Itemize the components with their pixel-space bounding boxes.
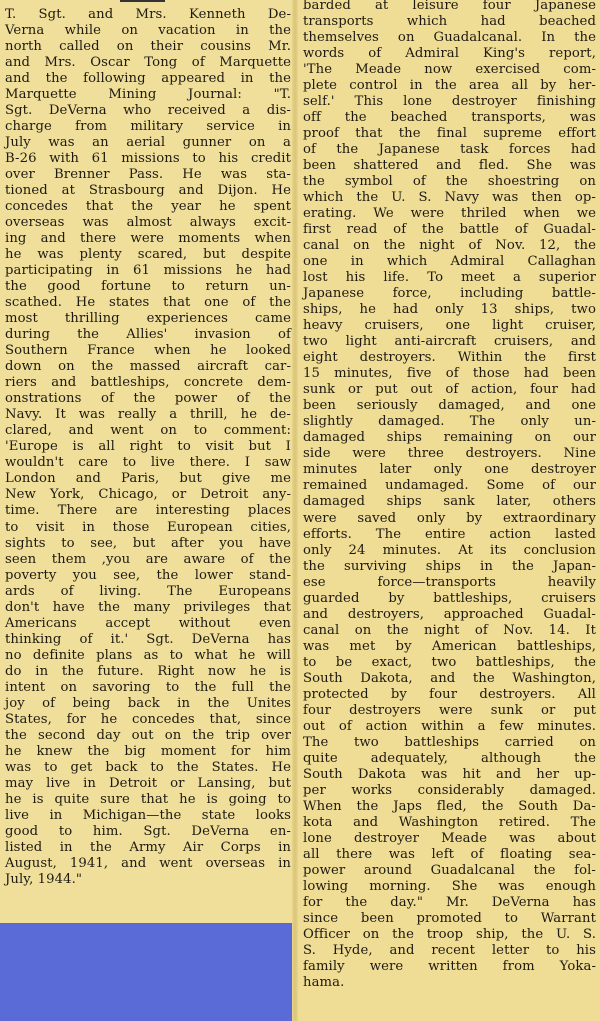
article-line: minutes later only one destroyer xyxy=(303,462,596,478)
article-line: riers and battleships, concrete dem- xyxy=(5,375,291,391)
article-line: self.' This lone destroyer finishing xyxy=(303,94,596,110)
article-line: damaged ships sank later, others xyxy=(303,494,596,510)
article-line: poverty you see, the lower stand- xyxy=(5,567,291,583)
article-line: participating in 61 missions he had xyxy=(5,263,291,279)
article-line: lowing morning. She was enough xyxy=(303,878,596,894)
article-line: words of Admiral King's report, xyxy=(303,46,596,62)
article-line: Southern France when he looked xyxy=(5,343,291,359)
article-line: eight destroyers. Within the first xyxy=(303,350,596,366)
article-line: and the following appeared in the xyxy=(5,71,291,87)
article-line: only 24 minutes. At its conclusion xyxy=(303,542,596,558)
article-line: was met by American battleships, xyxy=(303,638,596,654)
article-line: been seriously damaged, and one xyxy=(303,398,596,414)
article-line: to visit in those European cities, xyxy=(5,519,291,535)
article-line: July, 1944." xyxy=(5,871,83,887)
article-line: sunk or put out of action, four had xyxy=(303,382,596,398)
article-line: hama. xyxy=(303,974,345,990)
article-line: proof that the final supreme effort xyxy=(303,126,596,142)
article-line: most thrilling experiences came xyxy=(5,311,291,327)
article-line: don't have the many privileges that xyxy=(5,599,291,615)
article-line: the surviving ships in the Japan- xyxy=(303,558,596,574)
article-line: he is quite sure that he is going to xyxy=(5,791,291,807)
article-line: ese force—transports heavily xyxy=(303,574,596,590)
article-line: ships, he had only 13 ships, two xyxy=(303,302,596,318)
article-line: When the Japs fled, the South Da- xyxy=(303,798,596,814)
article-line: per works considerably damaged. xyxy=(303,782,596,798)
article-line: live in Michigan—the state looks xyxy=(5,807,291,823)
article-line: T. Sgt. and Mrs. Kenneth De- xyxy=(5,7,291,22)
article-line: Navy. It was really a thrill, he de- xyxy=(5,407,291,423)
article-line: August, 1941, and went overseas in xyxy=(5,855,291,871)
article-line: overseas was almost always excit- xyxy=(5,215,291,231)
article-line: Verna while on vacation in the xyxy=(5,23,291,39)
article-line: quite adequately, although the xyxy=(303,750,596,766)
article-line: power around Guadalcanal the fol- xyxy=(303,862,596,878)
article-line: one in which Admiral Callaghan xyxy=(303,254,596,270)
article-line: to be exact, two battleships, the xyxy=(303,654,596,670)
article-line: north called on their cousins Mr. xyxy=(5,39,291,55)
right-column-text xyxy=(303,0,596,991)
article-line: of the Japanese task forces had xyxy=(303,142,596,158)
article-line: wouldn't care to live there. I saw xyxy=(5,455,291,471)
article-line: thinking of it.' Sgt. DeVerna has xyxy=(5,631,291,647)
article-line: heavy cruisers, one light cruiser, xyxy=(303,318,596,334)
article-line: States, for he concedes that, since xyxy=(5,711,291,727)
article-line: family were written from Yoka- xyxy=(303,958,596,974)
article-line: he was plenty scared, but despite xyxy=(5,247,291,263)
article-line: charge from military service in xyxy=(5,119,291,135)
article-line: off the beached transports, was xyxy=(303,110,596,126)
article-line: out of action within a few minutes. xyxy=(303,718,596,734)
article-line: canal on the night of Nov. 14. It xyxy=(303,622,596,638)
article-line: and destroyers, approached Guadal- xyxy=(303,606,596,622)
article-line: B-26 with 61 missions to his credit xyxy=(5,151,291,167)
article-line: listed in the Army Air Corps in xyxy=(5,839,291,855)
article-line: lone destroyer Meade was about xyxy=(303,830,596,846)
article-line: been shattered and fled. She was xyxy=(303,158,596,174)
article-line: themselves on Guadalcanal. In the xyxy=(303,30,596,46)
article-line: S. Hyde, and recent letter to his xyxy=(303,942,596,958)
article-line: slightly damaged. The only un- xyxy=(303,414,596,430)
article-line: kota and Washington retired. The xyxy=(303,814,596,830)
article-line: Officer on the troop ship, the U. S. xyxy=(303,926,596,942)
article-line: sights to see, but after you have xyxy=(5,535,291,551)
article-line: transports which had beached xyxy=(303,14,596,30)
article-line: South Dakota was hit and her up- xyxy=(303,766,596,782)
article-line: the good fortune to return un- xyxy=(5,279,291,295)
article-line: no definite plans as to what he will xyxy=(5,647,291,663)
article-line: during the Allies' invasion of xyxy=(5,327,291,343)
article-line: onstrations of the power of the xyxy=(5,391,291,407)
article-line: since been promoted to Warrant xyxy=(303,910,596,926)
article-line: Marquette Mining Journal: "T. xyxy=(5,87,291,103)
article-line: London and Paris, but give me xyxy=(5,471,291,487)
article-line: joy of being back in the Unites xyxy=(5,695,291,711)
article-line: efforts. The entire action lasted xyxy=(303,526,596,542)
headline-rule xyxy=(120,0,165,2)
article-line: Sgt. DeVerna who received a dis- xyxy=(5,103,291,119)
article-line: side were three destroyers. Nine xyxy=(303,446,596,462)
article-line: 'Europe is all right to visit but I xyxy=(5,439,291,455)
article-line: time. There are interesting places xyxy=(5,503,291,519)
article-line: the symbol of the shoestring on xyxy=(303,174,596,190)
article-line: for the day." Mr. DeVerna has xyxy=(303,894,596,910)
article-line: barded at leisure four Japanese xyxy=(303,0,596,13)
article-line: The two battleships carried on xyxy=(303,734,596,750)
column-gutter xyxy=(292,0,298,1021)
article-line: July was an aerial gunner on a xyxy=(5,135,291,151)
article-line: New York, Chicago, or Detroit any- xyxy=(5,487,291,503)
article-line: intent on savoring to the full the xyxy=(5,679,291,695)
article-line: two light anti-aircraft cruisers, and xyxy=(303,334,596,350)
article-line: 15 minutes, five of those had been xyxy=(303,366,596,382)
article-line: erating. We were thriled when we xyxy=(303,206,596,222)
article-line: down on the massed aircraft car- xyxy=(5,359,291,375)
article-line: lost his life. To meet a superior xyxy=(303,270,596,286)
article-line: first read of the battle of Guadal- xyxy=(303,222,596,238)
article-line: guarded by battleships, cruisers xyxy=(303,590,596,606)
article-line: which the U. S. Navy was then op- xyxy=(303,190,596,206)
article-line: and Mrs. Oscar Tong of Marquette xyxy=(5,55,291,71)
article-line: the second day out on the trip over xyxy=(5,727,291,743)
article-line: protected by four destroyers. All xyxy=(303,686,596,702)
article-line: he knew the big moment for him xyxy=(5,743,291,759)
article-line: clared, and went on to comment: xyxy=(5,423,291,439)
article-line: four destroyers were sunk or put xyxy=(303,702,596,718)
article-line: scathed. He states that one of the xyxy=(5,295,291,311)
article-line: remained undamaged. Some of our xyxy=(303,478,596,494)
article-line: over Brenner Pass. He was sta- xyxy=(5,167,291,183)
article-line: concedes that the year he spent xyxy=(5,199,291,215)
left-column-text xyxy=(5,7,291,888)
article-line: seen them ,you are aware of the xyxy=(5,551,291,567)
article-line: do in the future. Right now he is xyxy=(5,663,291,679)
article-line: damaged ships remaining on our xyxy=(303,430,596,446)
article-line: tioned at Strasbourg and Dijon. He xyxy=(5,183,291,199)
article-line: 'The Meade now exercised com- xyxy=(303,62,596,78)
article-line: ards of living. The Europeans xyxy=(5,583,291,599)
article-line: plete control in the area all by her- xyxy=(303,78,596,94)
article-line: canal on the night of Nov. 12, the xyxy=(303,238,596,254)
article-line: South Dakota, and the Washington, xyxy=(303,670,596,686)
article-line: were saved only by extraordinary xyxy=(303,510,596,526)
article-line: all there was left of floating sea- xyxy=(303,846,596,862)
article-line: Americans accept without even xyxy=(5,615,291,631)
article-line: may live in Detroit or Lansing, but xyxy=(5,775,291,791)
article-line: good to him. Sgt. DeVerna en- xyxy=(5,823,291,839)
article-line: was to get back to the States. He xyxy=(5,759,291,775)
article-line: ing and there were moments when xyxy=(5,231,291,247)
article-line: Japanese force, including battle- xyxy=(303,286,596,302)
